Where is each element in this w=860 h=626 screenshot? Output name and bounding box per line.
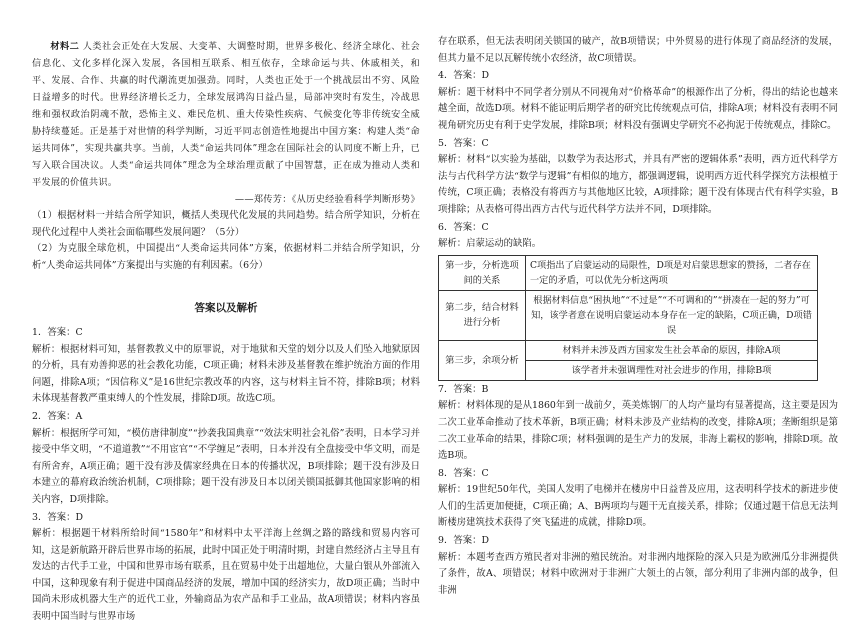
- answers-section-title: 答案以及解析: [194, 302, 258, 315]
- material-two-text: 人类社会正处在大发展、大变革、大调整时期，世界多极化、经济全球化、社会信息化、文化多样化深入发展，各国相互联系、相互依存，全球命运与共、休戚相关，和平、发展、合作、共赢的时代潮流更加强劲。同时，人类也正处于一个挑战层出不穷、风险日益增多的时代。世界经济增长乏力，全球发展鸿沟日益凸显，局部冲突时有发生，冷战思维和强权政治阴魂不散，恐怖主义、难民危机、重大传染性疾病、气候变化等非传统安全威胁持续蔓延。正是基于对世情的科学判断，习近平同志创造性地提出中国方案：构建人类“命运共同体”，实现共赢共享。当前，人类“命运共同体”理念在国际社会的认同度不断上升，已写入联合国决议。人类“命运共同体”理念为全球治理贡献了中国智慧，正在成为推动人类和平发展的价值共识。: [32, 41, 420, 188]
- answer-2-label: 2．答案：A: [32, 410, 83, 422]
- answer-9-explanation: 解析：本题考查西方殖民者对非洲的殖民统治。对非洲内地探险的深入只是为欧洲瓜分非洲提供了条件，故A、项错误；材料中欧洲对于非洲广大领土的占领，部分利用了非洲内部的战争，但非洲: [438, 551, 838, 596]
- answer-4-explanation: 解析：题干材料中不同学者分别从不同视角对“价格革命”的根源作出了分析，得出的结论也越来越全面，故选D项。材料不能证明后期学者的研究比传统观点可信，排除A项；材料没有表明不同视角研究历史有利于史学发展，排除B项；材料没有强调史学研究不必拘泥于传统观点，排除C。: [438, 86, 838, 131]
- table-row-head: 第一步，分析选项间的关系: [439, 255, 526, 290]
- question-2: （2）为克服全球危机，中国提出“人类命运共同体”方案，依据材料二并结合所学知识，分析“人类命运共同体”方案提出与实施的有利因素。（6分）: [32, 243, 420, 271]
- answer-2-explanation: 解析：根据所学可知，“模仿唐律制度”“抄袭我国典章”“效法宋明社会礼俗”表明，日本学习并接受中华文明，“不道道教”“不用宦官”“不学缠足”表明，日本并没有全盘接受中华文明，而是有所舍弃，A项正确；题干没有涉及儒家经典在日本的传播状况，B项排除；题干没有涉及日本建立的幕府政治统治机制，C项排除；题干没有涉及日本以闭关锁国抵御其他国家影响的相关内容，D项排除。: [32, 427, 420, 505]
- answer-3-label: 3．答案：D: [32, 511, 83, 523]
- table-cell: C项指出了启蒙运动的局限性，D项是对启蒙思想家的赞扬，二者存在一定的矛盾，可以优先分析这两项: [526, 255, 818, 290]
- answer-8-explanation: 解析：19世纪50年代，美国人发明了电梯并在楼房中日益普及应用，这表明科学技术的新进步使人们的生活更加便捷，C项正确；A、B两项均与题干无直接关系，排除；仅通过题干信息无法判断楼房建筑技术获得了突飞猛进的成就，排除D项。: [438, 484, 838, 529]
- right-column: [438, 34, 838, 599]
- answer-5-explanation: 解析：材料“以实验为基础，以数学为表达形式，并具有严密的逻辑体系”表明，西方近代科学方法与古代科学方法“数学与逻辑”有相似的地方，都强调逻辑，说明西方近代科学探究方法根植于传统，C项正确；表格没有将西方与其他地区比较，A项排除；题干没有体现古代有科学实验，B项排除；从表格可得出西方古代与近代科学方法并不同，D项排除。: [438, 154, 838, 215]
- analysis-table: [438, 255, 818, 381]
- table-cell: 该学者并未强调理性对社会进步的作用，排除B项: [526, 360, 818, 380]
- table-row: [439, 290, 818, 340]
- table-row: [439, 255, 818, 290]
- answer-7-label: 7．答案：B: [438, 383, 489, 395]
- answer-1-label: 1．答案：C: [32, 326, 83, 338]
- answer-1-explanation: 解析：根据材料可知，基督教教义中的原罪说，对于地狱和天堂的划分以及人们坠入地狱原因的分析，具有劝善抑恶的社会教化功能，C项正确；材料未涉及基督教在维护统治方面的作用问题，排除A项；“因信称义”是16世纪宗教改革的内容，这与材料主旨不符，排除B项；材料未体现基督教严重束缚人的个性发展，排除D项。故选C项。: [32, 343, 420, 405]
- material-two-title: 材料二: [50, 41, 80, 52]
- answer-3-continued: 存在联系，但无法表明闭关锁国的破产，故B项错误；中外贸易的进行体现了商品经济的发展，但其力量不足以瓦解传统小农经济，故C项错误。: [438, 36, 838, 64]
- table-row-head: 第三步，余项分析: [439, 340, 526, 380]
- answer-7-explanation: 解析：材料体现的是从1860年到一战前夕，英美炼钢厂的人均产量均有显著提高，这主要是因为二次工业革命推动了技术革新，B项正确；材料未涉及产业结构的改变，排除A项；垄断组织是第二次工业革命的结果，排除C项；材料强调的是生产力的发展，非海上霸权的影响，排除D项。故选B项。: [438, 400, 838, 462]
- answer-6-explanation: 解析：启蒙运动的缺陷。: [438, 238, 542, 250]
- answer-8-label: 8．答案：C: [438, 467, 489, 479]
- material-source: ——郑传芳：《从历史经验看科学判断形势》: [234, 194, 420, 205]
- answer-5-label: 5．答案：C: [438, 137, 489, 149]
- material-two: [32, 38, 420, 191]
- answer-6-label: 6．答案：C: [438, 221, 489, 233]
- answer-9-label: 9．答案：D: [438, 535, 489, 547]
- table-row: [439, 340, 818, 360]
- question-1: （1）根据材料一并结合所学知识，概括人类现代化发展的共同趋势。结合所学知识，分析在现代化过程中人类社会面临哪些发展问题？（5分）: [32, 210, 420, 238]
- answer-3-explanation: 解析：根据题干材料所给时间“1580年”和材料中太平洋海上丝绸之路的路线和贸易内容可知，这是新航路开辟后世界市场的拓展，此时中国正处于明清时期，封建自然经济占主导且有发达的古代手工业，中国和世界市场有联系，且在贸易中处于出超地位，大量白银从外部流入中国，这种现象有利于促进中国商品经济的发展，增加中国的经济实力，故D项正确；当时中国尚未形成机器大生产的近代工业，外输商品为农产品和手工业品，故A项错误；材料内容虽表明中国当时与世界市场: [32, 528, 420, 623]
- answer-4-label: 4．答案：D: [438, 70, 489, 82]
- table-cell: 根据材料信息“困执地”“不过是”“不可调和的”“拼凑在一起的努力”可知，该学者意在说明启蒙运动本身存在一定的缺陷，C项正确，D项错误: [526, 290, 818, 340]
- left-column: [32, 38, 420, 626]
- table-cell: 材料并未涉及西方国家发生社会革命的原因，排除A项: [526, 340, 818, 360]
- table-row-head: 第二步，结合材料进行分析: [439, 290, 526, 340]
